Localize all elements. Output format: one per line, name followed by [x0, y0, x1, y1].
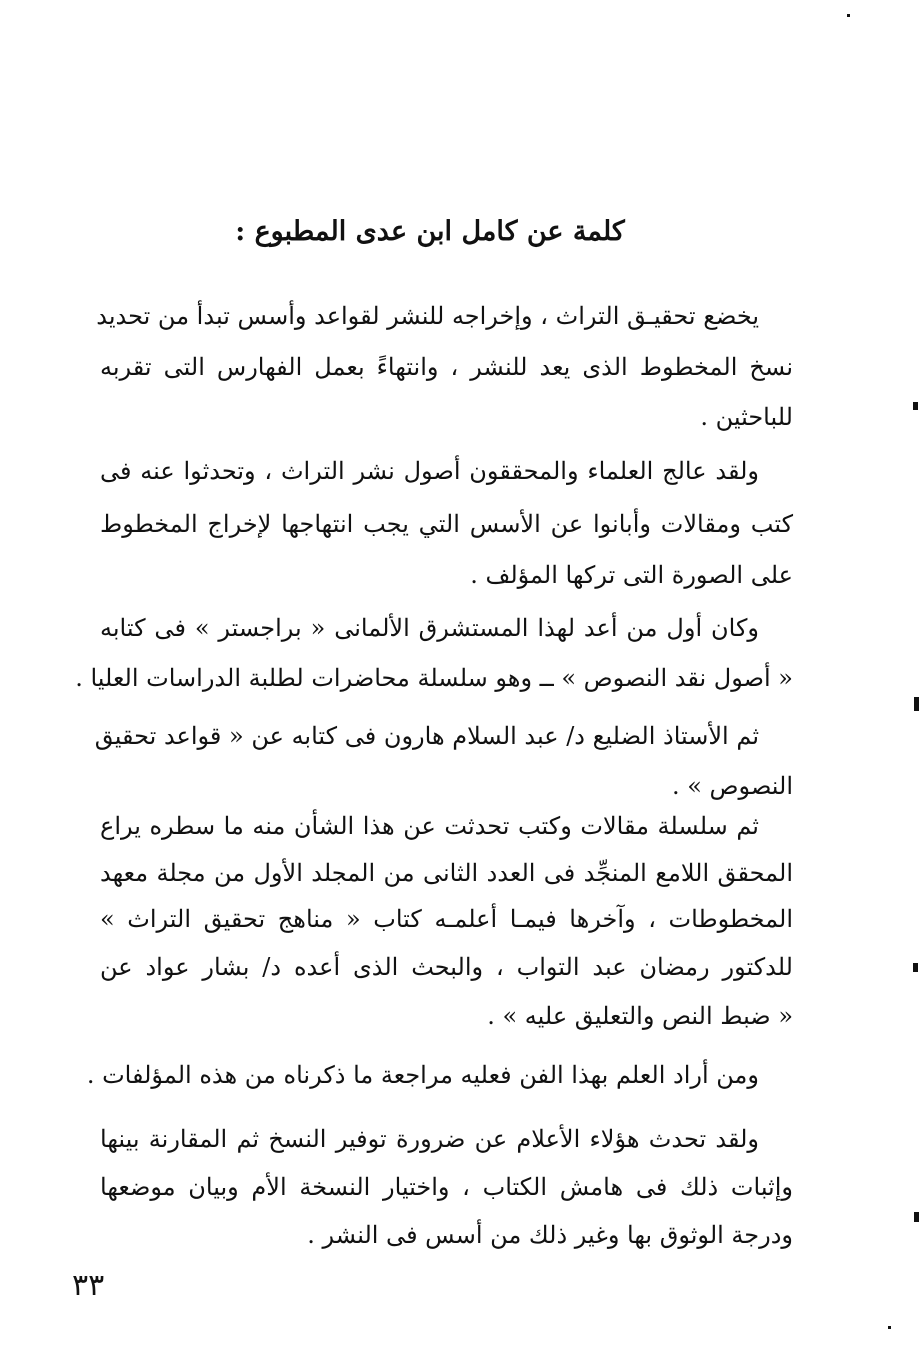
paragraph-line: ودرجة الوثوق بها وغير ذلك من أسس فى النشر . [307, 1221, 793, 1249]
paragraph-line: « أصول نقد النصوص » ــ وهو سلسلة محاضرات لطلبة الدراسات العليا . [75, 664, 793, 692]
scan-mark [914, 1212, 919, 1222]
scan-mark [888, 1326, 891, 1329]
scan-mark [847, 14, 850, 17]
paragraph-line: وكان أول من أعد لهذا المستشرق الألمانى « براجستر » فى كتابه [100, 614, 759, 642]
paragraph-line: للباحثين . [700, 403, 793, 431]
paragraph-line: النصوص » . [671, 772, 793, 800]
paragraph-line: وإثبات ذلك فى هامش الكتاب ، واختيار النسخة الأم وبيان موضعها [100, 1173, 793, 1201]
paragraph-line: ثم الأستاذ الضليع د/ عبد السلام هارون فى كتابه عن « قواعد تحقيق [94, 722, 759, 750]
paragraph-line: ولقد تحدث هؤلاء الأعلام عن ضرورة توفير النسخ ثم المقارنة بينها [100, 1125, 760, 1153]
paragraph-line: المخطوطات ، وآخرها فيمـا أعلمـه كتاب « مناهج تحقيق التراث » [100, 905, 793, 933]
paragraph-line: نسخ المخطوط الذى يعد للنشر ، وانتهاءً بعمل الفهارس التى تقربه [100, 353, 793, 381]
paragraph-line: على الصورة التى تركها المؤلف . [470, 561, 793, 589]
paragraph-line: كتب ومقالات وأبانوا عن الأسس التي يجب انتهاجها لإخراج المخطوط [100, 510, 793, 538]
paragraph-line: ولقد عالج العلماء والمحققون أصول نشر التراث ، وتحدثوا عنه فى [100, 457, 759, 485]
paragraph-line: ومن أراد العلم بهذا الفن فعليه مراجعة ما ذكرناه من هذه المؤلفات . [86, 1061, 759, 1089]
paragraph-line: المحقق اللامع المنجِّد فى العدد الثانى من المجلد الأول من مجلة معهد [100, 859, 793, 887]
page-number: ٣٣ [72, 1268, 105, 1303]
scan-mark [914, 697, 919, 711]
scan-mark [913, 963, 918, 972]
paragraph-line: ثم سلسلة مقالات وكتب تحدثت عن هذا الشأن منه ما سطره يراع [100, 812, 759, 840]
paragraph-line: « ضبط النص والتعليق عليه » . [487, 1002, 793, 1030]
section-heading: كلمة عن كامل ابن عدى المطبوع : [235, 216, 625, 247]
paragraph-line: للدكتور رمضان عبد التواب ، والبحث الذى أعده د/ بشار عواد عن [100, 953, 793, 981]
paragraph-line: يخضع تحقيـق التراث ، وإخراجه للنشر لقواعد وأسس تبدأ من تحديد [96, 302, 759, 330]
scan-mark [913, 402, 918, 410]
